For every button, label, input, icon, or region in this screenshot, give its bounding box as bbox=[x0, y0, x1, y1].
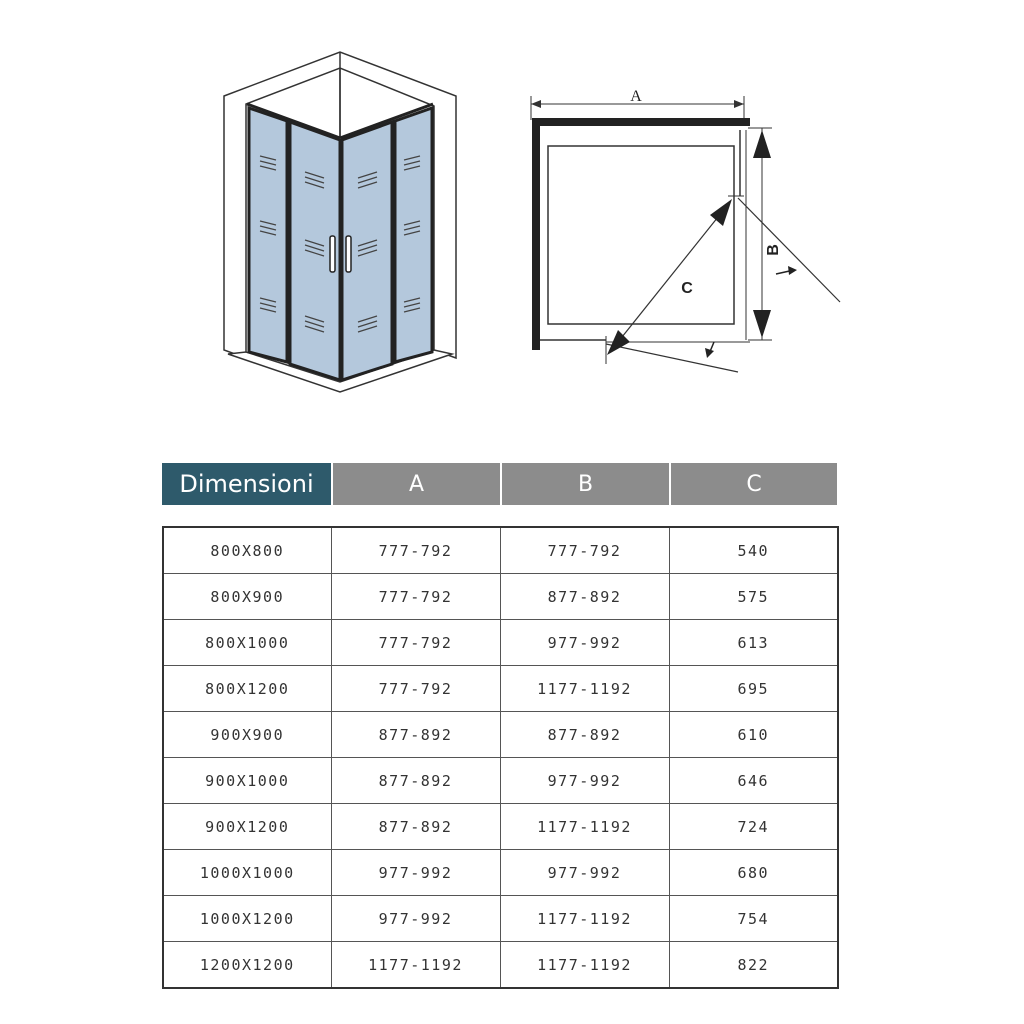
cell-b: 977-992 bbox=[500, 620, 669, 666]
cell-c: 610 bbox=[669, 712, 838, 758]
cell-a: 977-992 bbox=[331, 896, 500, 942]
plan-view-diagram bbox=[531, 88, 840, 372]
cell-c: 680 bbox=[669, 850, 838, 896]
cell-b: 977-992 bbox=[500, 758, 669, 804]
cell-size: 800X900 bbox=[163, 574, 331, 620]
table-row bbox=[163, 527, 838, 574]
cell-c: 695 bbox=[669, 666, 838, 712]
cell-c: 646 bbox=[669, 758, 838, 804]
cell-c: 754 bbox=[669, 896, 838, 942]
cell-size: 1000X1000 bbox=[163, 850, 331, 896]
shower-enclosure-3d bbox=[224, 52, 456, 392]
cell-c: 613 bbox=[669, 620, 838, 666]
table-row bbox=[163, 850, 838, 896]
cell-size: 800X1200 bbox=[163, 666, 331, 712]
table-row bbox=[163, 666, 838, 712]
dimension-label-b: B bbox=[765, 244, 782, 256]
header-b: B bbox=[500, 463, 669, 505]
header-a: A bbox=[331, 463, 500, 505]
illustration-area bbox=[0, 0, 1024, 440]
cell-c: 822 bbox=[669, 942, 838, 989]
cell-a: 777-792 bbox=[331, 666, 500, 712]
cell-b: 777-792 bbox=[500, 527, 669, 574]
cell-size: 900X1200 bbox=[163, 804, 331, 850]
cell-b: 1177-1192 bbox=[500, 942, 669, 989]
table-row bbox=[163, 758, 838, 804]
cell-size: 900X1000 bbox=[163, 758, 331, 804]
header-c: C bbox=[669, 463, 837, 505]
table-row bbox=[163, 804, 838, 850]
cell-size: 800X1000 bbox=[163, 620, 331, 666]
cell-size: 800X800 bbox=[163, 527, 331, 574]
cell-c: 575 bbox=[669, 574, 838, 620]
cell-b: 977-992 bbox=[500, 850, 669, 896]
cell-a: 877-892 bbox=[331, 712, 500, 758]
table-row bbox=[163, 942, 838, 989]
table-row bbox=[163, 620, 838, 666]
cell-a: 877-892 bbox=[331, 804, 500, 850]
dimension-label-a: A bbox=[630, 88, 642, 105]
dimensions-table bbox=[162, 526, 839, 989]
cell-b: 1177-1192 bbox=[500, 666, 669, 712]
cell-a: 877-892 bbox=[331, 758, 500, 804]
table-row bbox=[163, 712, 838, 758]
cell-a: 777-792 bbox=[331, 574, 500, 620]
cell-a: 777-792 bbox=[331, 527, 500, 574]
cell-a: 1177-1192 bbox=[331, 942, 500, 989]
table-row bbox=[163, 896, 838, 942]
header-dimensioni: Dimensioni bbox=[162, 463, 331, 505]
table-row bbox=[163, 574, 838, 620]
dimension-label-c: C bbox=[681, 280, 693, 297]
cell-size: 1000X1200 bbox=[163, 896, 331, 942]
cell-a: 777-792 bbox=[331, 620, 500, 666]
cell-b: 1177-1192 bbox=[500, 896, 669, 942]
cell-size: 900X900 bbox=[163, 712, 331, 758]
cell-size: 1200X1200 bbox=[163, 942, 331, 989]
cell-a: 977-992 bbox=[331, 850, 500, 896]
cell-b: 1177-1192 bbox=[500, 804, 669, 850]
cell-c: 724 bbox=[669, 804, 838, 850]
cell-b: 877-892 bbox=[500, 574, 669, 620]
cell-b: 877-892 bbox=[500, 712, 669, 758]
cell-c: 540 bbox=[669, 527, 838, 574]
